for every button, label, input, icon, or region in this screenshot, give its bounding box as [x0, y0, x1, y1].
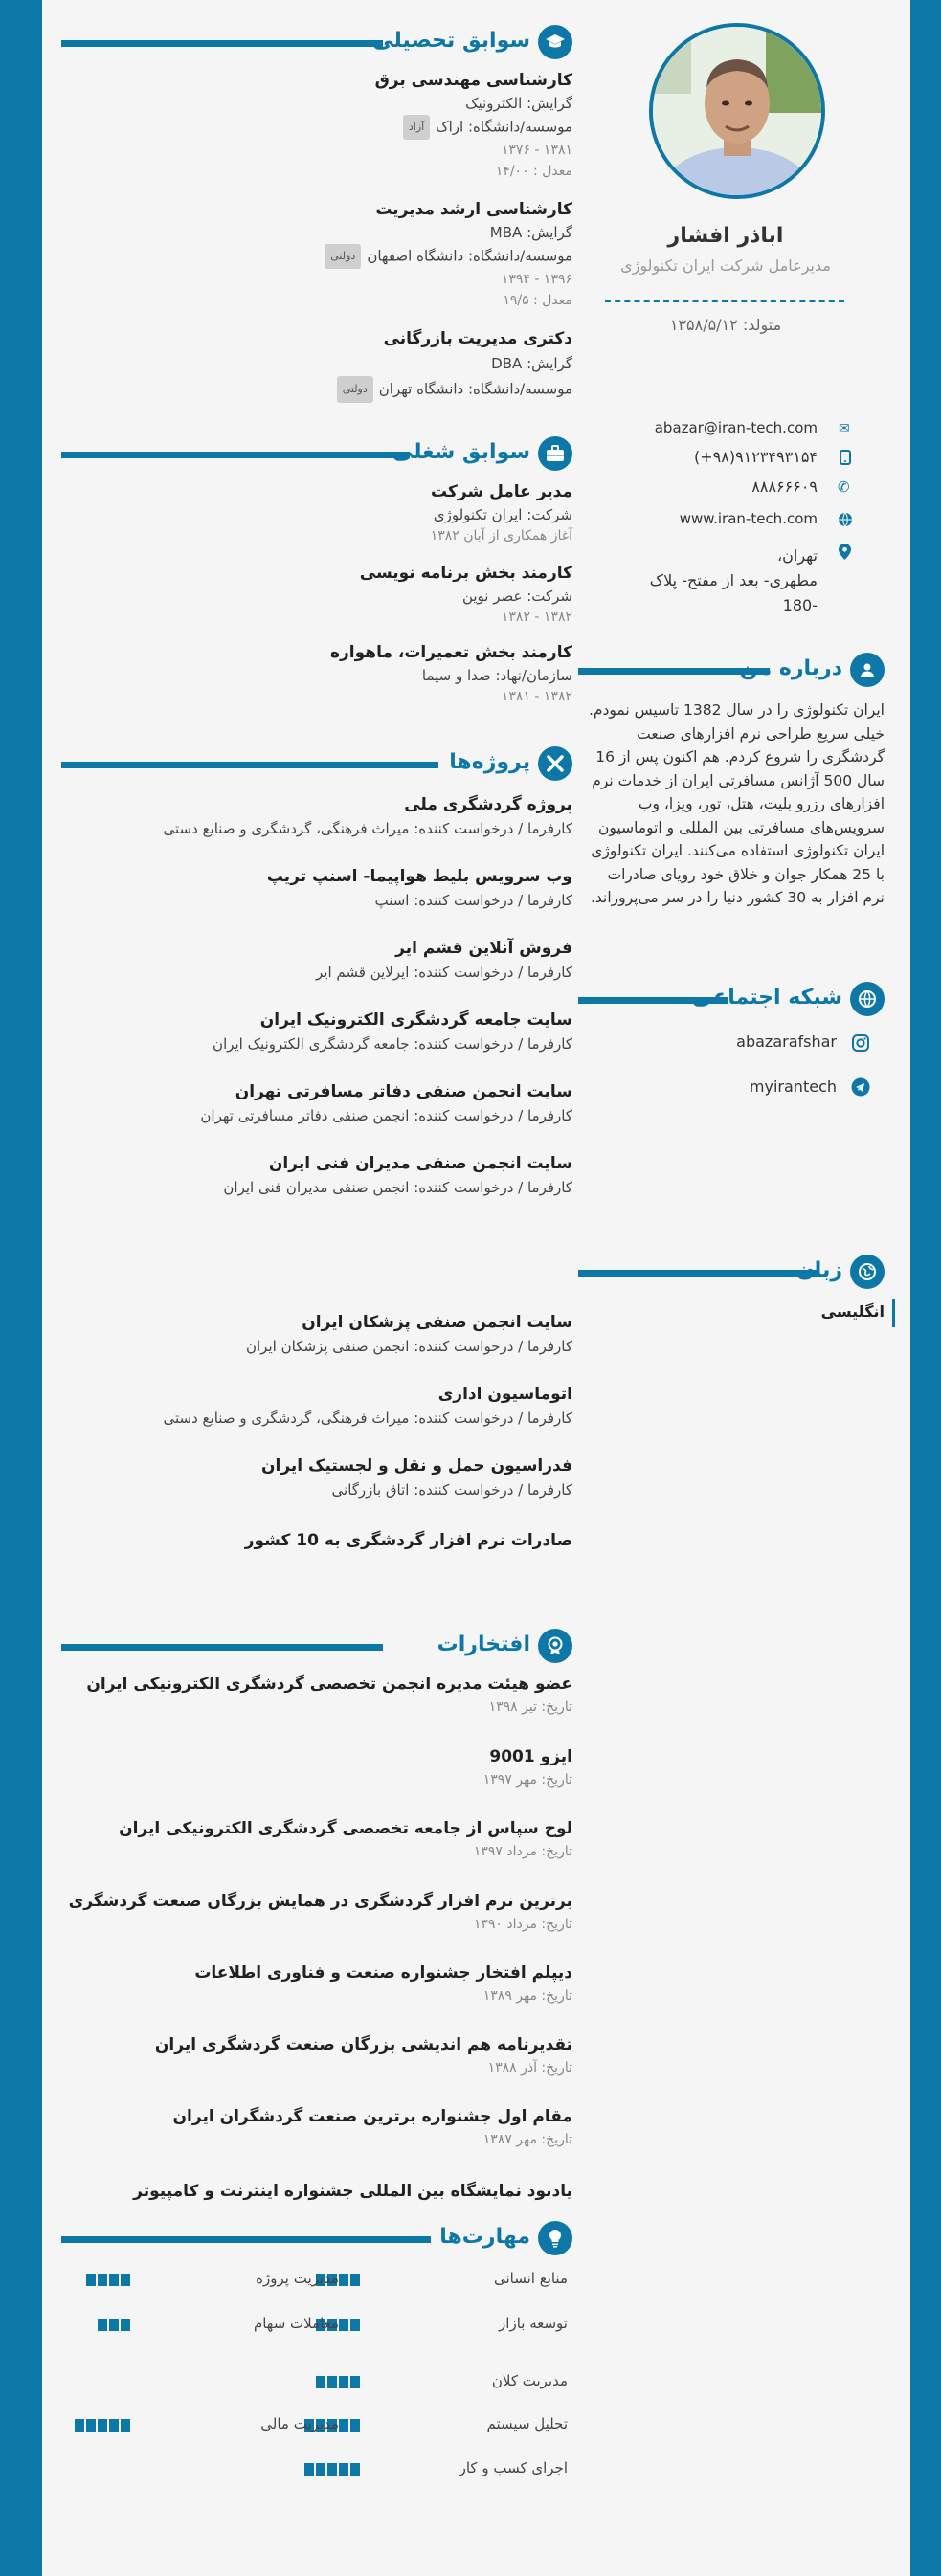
- skill-level-bar: [98, 2274, 107, 2286]
- project-name: وب سرویس بلیط هواپیما- اسنپ تریپ: [266, 867, 572, 886]
- skill-name: اجرای کسب و کار: [459, 2459, 568, 2476]
- section-title: سوابق تحصیلی: [372, 29, 530, 53]
- gpa-value: ۱۹/۵: [503, 293, 529, 308]
- education-item: [375, 69, 572, 182]
- project-item: [316, 936, 572, 984]
- telegram-icon: [851, 1077, 870, 1100]
- work-item: [360, 561, 572, 628]
- honor-item: [86, 1672, 572, 1718]
- project-client: کارفرما / درخواست کننده: میراث فرهنگی، گردشگری و صنایع دستی: [163, 820, 572, 837]
- education-gpa: [375, 161, 572, 182]
- project-client: کارفرما / درخواست کننده: اتاق بازرگانی: [331, 1481, 572, 1499]
- project-name: سایت جامعه گردشگری الکترونیک ایران: [259, 1010, 572, 1030]
- user-icon: [850, 653, 885, 687]
- honor-date: تاریخ: مرداد ۱۳۹۷: [473, 1844, 572, 1859]
- honor-item: [194, 1961, 572, 2007]
- contact-address: [626, 544, 818, 618]
- skill-level-bar: [327, 2376, 337, 2388]
- education-degree: کارشناسی ارشد مدیریت: [375, 200, 572, 219]
- institution-value: دانشگاه تهران: [378, 380, 464, 398]
- section-header-social: [578, 982, 885, 1018]
- work-date: ۱۳۸۲ - ۱۳۸۱: [501, 689, 572, 704]
- honor-name: برترین نرم افزار گردشگری در همایش بزرگان صنعت گردشگری: [68, 1892, 572, 1911]
- project-name: سایت انجمن صنفی دفاتر مسافرتی تهران: [235, 1082, 572, 1101]
- about-line: سال 500 آژانس مسافرتی ایران از خدمات نرم: [592, 771, 885, 789]
- skill-level-bar: [98, 2319, 107, 2331]
- honor-item: [483, 1744, 572, 1790]
- profile-title: مدیرعامل شرکت ایران تکنولوژی: [620, 256, 831, 275]
- honor-item: [133, 2179, 572, 2204]
- skill-level-bar: [304, 2463, 314, 2476]
- project-item: [246, 1310, 572, 1358]
- education-institution: [325, 244, 572, 269]
- skill-name: منابع انسانی: [493, 2270, 568, 2287]
- contact-location-icon: [839, 544, 851, 564]
- skill-level-bar: [350, 2419, 360, 2432]
- project-name: فدراسیون حمل و نقل و لجستیک ایران: [261, 1456, 572, 1476]
- education-item: [337, 326, 572, 403]
- work-role: کارمند بخش تعمیرات، ماهواره: [329, 643, 572, 662]
- skill-level-bar: [109, 2319, 119, 2331]
- education-years: ۱۳۸۱ - ۱۳۷۶: [501, 143, 572, 158]
- skill-level-bar: [86, 2419, 96, 2432]
- education-field: [337, 351, 572, 376]
- honor-item: [173, 2104, 572, 2150]
- skill-level-bars: [316, 2376, 360, 2388]
- skill-name: تحلیل سیستم: [486, 2415, 568, 2432]
- field-value: الکترونیک: [465, 95, 523, 112]
- section-header-languages: [578, 1255, 885, 1291]
- work-item: [431, 479, 572, 546]
- skill-level-bar: [316, 2463, 325, 2476]
- skill-level-bar: [339, 2319, 348, 2331]
- honor-name: ایزو 9001: [489, 1747, 572, 1766]
- project-client: کارفرما / درخواست کننده: اسنپ: [374, 892, 572, 909]
- field-value: MBA: [489, 224, 523, 241]
- institution-type-badge: دولتی: [337, 376, 373, 403]
- honor-date: تاریخ: مهر ۱۳۸۹: [482, 1988, 572, 2004]
- education-degree: دکتری مدیریت بازرگانی: [383, 329, 572, 348]
- skill-level-bar: [86, 2274, 96, 2286]
- section-header-projects: [61, 746, 572, 783]
- section-title: زبان: [796, 1258, 842, 1282]
- education-gpa: [325, 290, 572, 311]
- project-client: کارفرما / درخواست کننده: انجمن صنفی پزشکان ایران: [246, 1338, 572, 1355]
- gpa-label: معدل :: [533, 293, 572, 308]
- project-client: کارفرما / درخواست کننده: ایرلاین قشم ایر: [316, 964, 572, 981]
- instagram-icon: [852, 1034, 869, 1055]
- institution-type-badge: آزاد: [403, 115, 430, 140]
- project-name: فروش آنلاین قشم ایر: [395, 939, 572, 958]
- contact-phone[interactable]: ۸۸۸۶۶۶۰۹: [751, 477, 818, 496]
- avatar: [649, 23, 825, 199]
- skill-level-bar: [316, 2376, 325, 2388]
- skill-name: مدیریت کلان: [491, 2372, 568, 2389]
- avatar-photo: [653, 27, 821, 195]
- project-client: کارفرما / درخواست کننده: جامعه گردشگری الکترونیک ایران: [213, 1035, 572, 1053]
- skill-name: توسعه بازار: [499, 2315, 568, 2332]
- field-label: گرایش:: [527, 355, 572, 372]
- education-field: [375, 92, 572, 115]
- work-role: مدیر عامل شرکت: [430, 482, 572, 501]
- work-company: سازمان/نهاد: صدا و سیما: [421, 667, 572, 684]
- section-title: مهارت‌ها: [439, 2225, 530, 2249]
- section-header-education: [61, 25, 572, 61]
- honor-name: دیپلم افتخار جشنواره صنعت و فناوری اطلاعات: [194, 1964, 572, 1983]
- honor-date: تاریخ: مهر ۱۳۸۷: [482, 2132, 572, 2147]
- education-institution: [337, 376, 572, 403]
- skill-level-bar: [339, 2274, 348, 2286]
- section-title: افتخارات: [437, 1632, 530, 1656]
- project-item: [164, 1382, 572, 1430]
- project-item: [213, 1008, 572, 1055]
- work-company: شرکت: عصر نوین: [461, 588, 572, 605]
- briefcase-icon: [538, 436, 572, 471]
- section-header-skills: [61, 2221, 572, 2257]
- project-name: پروژه گردشگری ملی: [404, 795, 572, 814]
- section-header-work: [61, 436, 572, 473]
- project-item: [223, 1151, 572, 1199]
- about-line: با 25 همکار جوان و خلاق خود رویای صادرات: [607, 865, 885, 883]
- project-item: [164, 792, 572, 840]
- institution-value: دانشگاه اصفهان: [367, 247, 464, 265]
- project-item: [200, 1079, 572, 1127]
- contact-mobile[interactable]: (+۹۸)۹۱۲۳۴۹۳۱۵۴: [693, 448, 818, 466]
- about-line: افزارهای رزرو بلیت، هتل، تور، ویزا، وب: [638, 795, 885, 812]
- skill-level-bars: [304, 2463, 360, 2476]
- education-field: [325, 221, 572, 244]
- skill-level-bar: [121, 2319, 130, 2331]
- honor-item: [155, 2032, 572, 2078]
- about-line: نرم افزار به 30 کشور دنیا را در سر می‌پروراند.: [590, 889, 885, 906]
- globe-icon: [850, 982, 885, 1016]
- honor-item: [69, 1889, 572, 1935]
- institution-label: موسسه/دانشگاه:: [468, 247, 572, 265]
- skill-level-bar: [109, 2274, 119, 2286]
- medal-icon: [538, 1629, 572, 1663]
- project-item: [267, 864, 572, 912]
- born-label: متولد:: [742, 316, 782, 334]
- lightbulb-icon: [538, 2221, 572, 2255]
- contact-website[interactable]: www.iran-tech.com: [679, 510, 818, 527]
- skill-name: مدیریت مالی: [260, 2415, 339, 2432]
- section-header-about: [578, 653, 885, 689]
- project-client: کارفرما / درخواست کننده: میراث فرهنگی، گردشگری و صنایع دستی: [163, 1410, 572, 1427]
- skill-name: معاملات سهام: [253, 2315, 339, 2332]
- section-title: پروژه‌ها: [449, 750, 530, 774]
- skill-level-bars: [86, 2274, 130, 2286]
- honor-date: تاریخ: مهر ۱۳۹۷: [482, 1772, 572, 1788]
- education-item: [325, 198, 572, 311]
- skill-level-bar: [121, 2419, 130, 2432]
- field-label: گرایش:: [527, 95, 572, 112]
- skill-level-bar: [339, 2376, 348, 2388]
- work-company: شرکت: ایران تکنولوژی: [433, 506, 572, 523]
- address-line: -180: [782, 596, 818, 614]
- about-line: سرویس‌های مسافرتی بین المللی و اتوماسیون: [598, 818, 885, 836]
- contact-mobile-icon: [840, 450, 851, 469]
- language-icon: [850, 1255, 885, 1289]
- field-value: DBA: [491, 355, 523, 372]
- about-line: ایران تکنولوژی استفاده می‌کنند. ایران تکنولوژی: [591, 842, 885, 859]
- instagram-handle[interactable]: abazarafshar: [736, 1033, 837, 1051]
- honor-date: تاریخ: آذر ۱۳۸۸: [487, 2060, 572, 2076]
- education-degree: کارشناسی مهندسی برق: [374, 71, 572, 90]
- born-date: ۱۳۵۸/۵/۱۲: [669, 316, 738, 334]
- gpa-label: معدل :: [533, 164, 572, 179]
- profile-born: [611, 316, 840, 334]
- contact-email[interactable]: abazar@iran-tech.com: [654, 419, 818, 436]
- project-name: سایت انجمن صنفی مدیران فنی ایران: [268, 1154, 572, 1173]
- skill-level-bar: [350, 2376, 360, 2388]
- skill-level-bar: [109, 2419, 119, 2432]
- section-title: سوابق شغلی: [392, 440, 530, 464]
- honor-date: تاریخ: تیر ۱۳۹۸: [488, 1699, 572, 1715]
- about-line: ایران تکنولوژی را در سال 1382 تاسیس نمودم.: [588, 701, 885, 719]
- about-text: [584, 699, 885, 910]
- profile-name: اباذر افشار: [667, 224, 784, 248]
- institution-label: موسسه/دانشگاه:: [468, 118, 572, 136]
- work-role: کارمند بخش برنامه نویسی: [359, 564, 572, 583]
- skill-level-bar: [350, 2274, 360, 2286]
- skill-level-bars: [75, 2419, 130, 2432]
- profile-divider: [605, 300, 844, 302]
- institution-label: موسسه/دانشگاه:: [468, 380, 572, 398]
- honor-name: یادبود نمایشگاه بین المللی جشنواره اینترنت و کامپیوتر: [133, 2182, 572, 2201]
- project-item: [261, 1454, 572, 1501]
- gpa-value: ۱۴/۰۰: [495, 164, 529, 179]
- honor-name: مقام اول جشنواره برترین صنعت گردشگران ایران: [172, 2107, 572, 2126]
- skill-level-bar: [339, 2463, 348, 2476]
- work-item: [330, 640, 572, 707]
- skill-level-bar: [350, 2463, 360, 2476]
- telegram-handle[interactable]: myirantech: [749, 1077, 837, 1096]
- skill-level-bar: [121, 2274, 130, 2286]
- skill-level-bar: [75, 2419, 84, 2432]
- language-item: [741, 1299, 895, 1327]
- honor-name: عضو هیئت مدیره انجمن تخصصی گردشگری الکترونیکی ایران: [86, 1675, 572, 1694]
- project-client: کارفرما / درخواست کننده: انجمن صنفی دفاتر مسافرتی تهران: [200, 1107, 572, 1124]
- tools-icon: [538, 746, 572, 781]
- section-title: درباره من: [739, 656, 842, 680]
- skill-level-bar: [98, 2419, 107, 2432]
- language-name: انگلیسی: [820, 1302, 885, 1321]
- institution-type-badge: دولتی: [325, 244, 361, 269]
- skill-level-bar: [339, 2419, 348, 2432]
- honor-name: لوح سپاس از جامعه تخصصی گردشگری الکترونیکی ایران: [119, 1819, 572, 1838]
- project-name: سایت انجمن صنفی پزشکان ایران: [302, 1313, 572, 1332]
- education-institution: [375, 115, 572, 140]
- honor-date: تاریخ: مرداد ۱۳۹۰: [473, 1917, 572, 1932]
- institution-value: اراک: [436, 118, 464, 136]
- address-line: مطهری- بعد از مفتح- پلاک: [649, 571, 818, 589]
- section-header-honors: [61, 1629, 572, 1665]
- project-name: صادرات نرم افزار گردشگری به 10 کشور: [244, 1531, 572, 1550]
- about-line: خیلی سریع طراحی نرم افزارهای صنعت: [637, 724, 885, 743]
- address-line: تهران،: [776, 546, 818, 565]
- contact-email-icon: ✉: [839, 421, 850, 436]
- about-line: گردشگری را شروع کردم. هم اکنون پس از 16: [595, 748, 885, 766]
- resume-page: [42, 0, 910, 2576]
- honor-name: تقدیرنامه هم اندیشی بزرگان صنعت گردشگری ایران: [154, 2035, 572, 2054]
- skill-level-bar: [327, 2463, 337, 2476]
- skill-name: مدیریت پروژه: [256, 2270, 339, 2287]
- project-client: کارفرما / درخواست کننده: انجمن صنفی مدیران فنی ایران: [223, 1179, 572, 1196]
- project-item: [245, 1528, 572, 1553]
- education-years: ۱۳۹۶ - ۱۳۹۴: [501, 272, 572, 287]
- work-date: آغاز همکاری از آبان ۱۳۸۲: [430, 528, 572, 544]
- field-label: گرایش:: [527, 224, 572, 241]
- graduation-cap-icon: [538, 25, 572, 59]
- contact-phone-icon: ✆: [838, 478, 850, 496]
- skill-level-bars: [98, 2319, 130, 2331]
- project-name: اتوماسیون اداری: [437, 1385, 572, 1404]
- work-date: ۱۳۸۲ - ۱۳۸۲: [501, 610, 572, 625]
- honor-item: [119, 1816, 572, 1862]
- skill-level-bar: [350, 2319, 360, 2331]
- contact-globe-icon: [838, 512, 853, 531]
- section-title: شبکه اجتماعی: [691, 986, 842, 1010]
